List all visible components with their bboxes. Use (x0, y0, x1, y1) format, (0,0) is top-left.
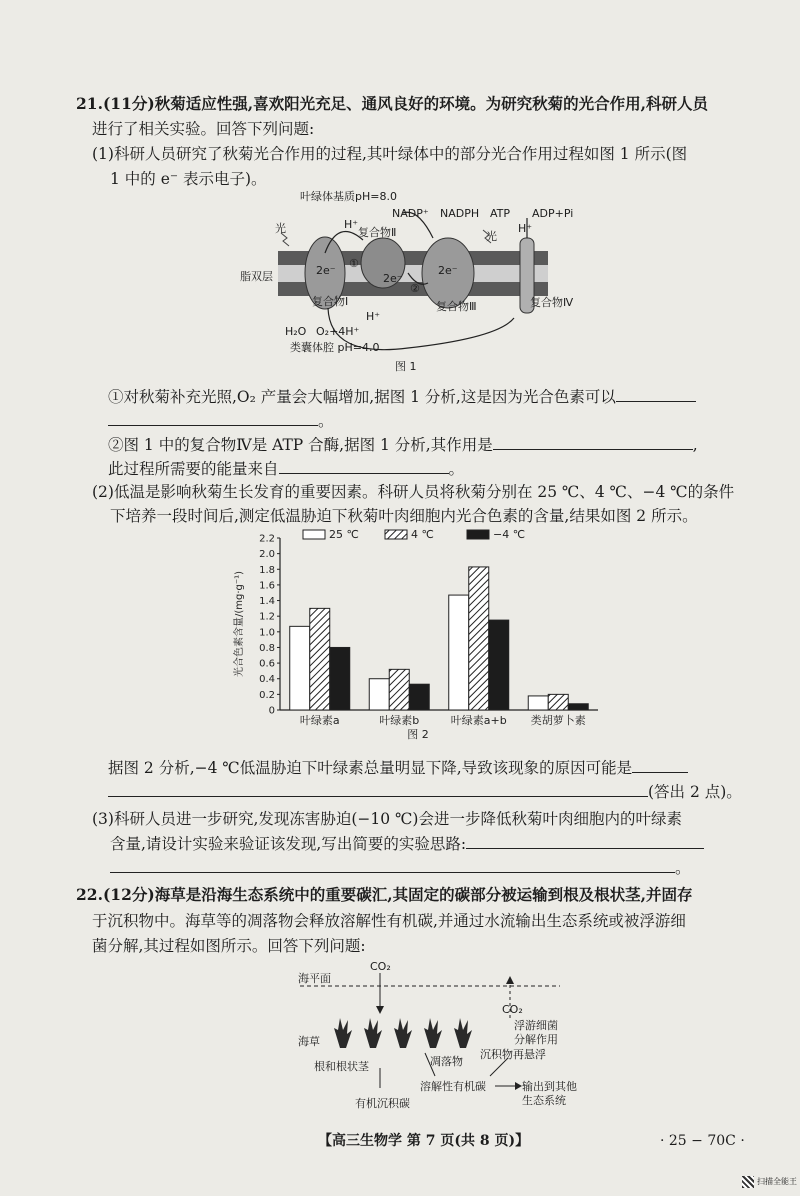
bacteria-label-1: 浮游细菌 (514, 1019, 558, 1032)
seagrass-label: 海草 (298, 1035, 320, 1048)
scanner-label: 扫描全能王 (757, 1177, 797, 1186)
h-right-label: H⁺ (518, 222, 533, 235)
scanner-watermark (742, 1176, 796, 1190)
y-tick-label: 0.6 (259, 658, 275, 670)
atp-label: ATP (490, 207, 511, 220)
q22-line3: 菌分解,其过程如图所示。回答下列问题: (92, 937, 366, 955)
legend-label: 4 ℃ (411, 528, 434, 541)
h2o-label: H₂O (285, 325, 307, 338)
nadp-label: NADP⁺ (392, 207, 429, 220)
q21-sub1-end: 。 (318, 412, 334, 430)
bar (489, 620, 509, 710)
figure-2-chart (228, 528, 608, 748)
seagrass-plant-icon (334, 1018, 352, 1048)
q21-sub1-cont (108, 409, 334, 432)
lumen-label: 类囊体腔 pH=4.0 (290, 341, 380, 354)
o2-label: O₂+4H⁺ (316, 325, 360, 338)
footer-code: · 25 − 70C · (660, 1133, 745, 1149)
co2-down-arrowhead (376, 1006, 384, 1014)
complex-2-label: 复合物Ⅱ (358, 226, 397, 239)
export-label-1: 输出到其他 (522, 1080, 577, 1093)
q21-part2-question (108, 756, 688, 779)
y-tick-label: 1.8 (259, 564, 275, 576)
bar (568, 704, 588, 710)
bar (449, 595, 469, 710)
legend-swatch (385, 530, 407, 539)
legend-label: −4 ℃ (493, 528, 526, 541)
q21-part2-question-text: 据图 2 分析,−4 ℃低温胁迫下叶绿素总量明显下降,导致该现象的原因可能是 (108, 759, 633, 777)
q21-line2: 进行了相关实验。回答下列问题: (92, 120, 315, 138)
electron-label-2: 2e⁻ (383, 272, 403, 285)
y-tick-label: 0.8 (259, 642, 275, 654)
y-tick-label: 1.0 (259, 627, 275, 639)
light-label-2: 光 (486, 230, 497, 243)
answer-blank-4b[interactable] (108, 780, 648, 797)
co2-right-label: CO₂ (502, 1003, 523, 1016)
x-category-label: 叶绿素b (379, 714, 420, 727)
footer-page-info: 【高三生物学 第 7 页(共 8 页)】 (318, 1133, 530, 1149)
export-arrowhead (515, 1082, 522, 1090)
q21-sub2-comma: , (692, 436, 698, 454)
answer-blank-2[interactable] (493, 433, 693, 450)
sediment-label: 有机沉积碳 (355, 1097, 410, 1110)
x-category-label: 类胡萝卜素 (530, 714, 586, 727)
circle-1-label: ① (349, 257, 359, 270)
figure-1-caption: 图 1 (395, 360, 417, 373)
h-top-label: H⁺ (344, 218, 359, 231)
bar (290, 626, 310, 710)
sea-level-label: 海平面 (298, 972, 331, 985)
seagrass-plants (334, 1018, 472, 1048)
answer-blank-1b[interactable] (108, 409, 318, 426)
seagrass-plant-icon (454, 1018, 472, 1048)
figure-2-caption: 图 2 (407, 728, 429, 741)
co2-up-arrowhead (506, 976, 514, 984)
seagrass-plant-icon (424, 1018, 442, 1048)
complex-1-label: 复合物Ⅰ (312, 295, 349, 308)
light-label-1: 光 (275, 222, 286, 235)
q21-part2-line1: (2)低温是影响秋菊生长发育的重要因素。科研人员将秋菊分别在 25 ℃、4 ℃、−4 ℃的条件 (92, 483, 735, 501)
adp-label: ADP+Pi (532, 207, 574, 220)
q21-part3-line2 (110, 832, 704, 855)
q21-line1: 21.(11分)秋菊适应性强,喜欢阳光充足、通风良好的环境。为研究秋菊的光合作用,科研人员 (76, 94, 708, 113)
bar (469, 567, 489, 710)
answer-blank-5b[interactable] (110, 856, 675, 873)
electron-label-1: 2e⁻ (316, 264, 336, 277)
complex-3-label: 复合物Ⅲ (436, 300, 477, 313)
q21-sub2-cont (108, 457, 464, 480)
circle-2-label: ② (410, 282, 420, 295)
q21-part3-text: 含量,请设计实验来验证该发现,写出简要的实验思路: (110, 835, 467, 853)
q21-part3-end: 。 (675, 859, 691, 877)
lipid-label: 脂双层 (240, 270, 273, 283)
q21-part3-line3 (110, 856, 691, 879)
electron-label-3: 2e⁻ (438, 264, 458, 277)
seagrass-plant-icon (394, 1018, 412, 1048)
q22-line2: 于沉积物中。海草等的凋落物会释放溶解性有机碳,并通过水流输出生态系统或被浮游细 (92, 912, 686, 930)
q21-part3-line1: (3)科研人员进一步研究,发现冻害胁迫(−10 ℃)会进一步降低秋菊叶肉细胞内的叶绿素 (92, 810, 682, 828)
y-axis-label: 光合色素含量/(mg·g⁻¹) (234, 570, 245, 678)
y-tick-label: 1.4 (259, 596, 275, 608)
y-tick-label: 1.6 (259, 580, 275, 592)
bar (330, 647, 350, 710)
seagrass-plant-icon (364, 1018, 382, 1048)
complex-4-label: 复合物Ⅳ (530, 296, 574, 309)
q22-line1: 22.(12分)海草是沿海生态系统中的重要碳汇,其固定的碳部分被运输到根及根状茎,并固存 (76, 885, 693, 904)
bar (310, 608, 330, 710)
y-tick-label: 2.2 (259, 533, 275, 545)
q21-sub2b-end: 。 (448, 460, 465, 478)
answer-blank-5[interactable] (466, 832, 704, 849)
nadph-label: NADPH (440, 207, 480, 220)
q21-sub2 (108, 433, 698, 456)
resuspension-label: 沉积物再悬浮 (480, 1048, 546, 1061)
q21-sub2b-text: 此过程所需要的能量来自 (108, 460, 279, 478)
bacteria-label-2: 分解作用 (514, 1033, 558, 1046)
y-tick-label: 1.2 (259, 611, 275, 623)
export-label-2: 生态系统 (522, 1094, 566, 1107)
doc-label: 溶解性有机碳 (420, 1080, 486, 1093)
q21-part2-question-cont (108, 780, 742, 803)
q21-sub1 (108, 385, 696, 408)
bar (389, 669, 409, 710)
legend-label: 25 ℃ (329, 528, 359, 541)
answer-blank-1[interactable] (616, 385, 696, 402)
y-tick-label: 0.2 (259, 689, 275, 701)
roots-label: 根和根状茎 (314, 1060, 369, 1073)
co2-top-label: CO₂ (370, 960, 391, 973)
y-tick-label: 2.0 (259, 549, 275, 561)
bar (528, 696, 548, 710)
bar (369, 679, 389, 710)
q21-part2-line2: 下培养一段时间后,测定低温胁迫下秋菊叶肉细胞内光合色素的含量,结果如图 2 所示。 (110, 507, 698, 525)
q21-part2-note: (答出 2 点)。 (648, 783, 742, 801)
q21-sub2-text: ②图 1 中的复合物Ⅳ是 ATP 合酶,据图 1 分析,其作用是 (108, 436, 493, 454)
legend-swatch (467, 530, 489, 539)
qr-icon (742, 1176, 754, 1188)
q21-sub1-text: ①对秋菊补充光照,O₂ 产量会大幅增加,据图 1 分析,这是因为光合色素可以 (108, 388, 616, 406)
bar (548, 694, 568, 710)
y-tick-label: 0 (268, 705, 275, 717)
bar (409, 684, 429, 710)
y-tick-label: 0.4 (259, 674, 275, 686)
stroma-label: 叶绿体基质pH=8.0 (300, 190, 397, 203)
q21-part1-line2: 1 中的 e⁻ 表示电子)。 (110, 170, 267, 188)
h-bottom-label: H⁺ (366, 310, 381, 323)
answer-blank-3[interactable] (279, 457, 449, 474)
x-category-label: 叶绿素a+b (450, 714, 507, 727)
litter-label: 凋落物 (430, 1055, 463, 1068)
legend-swatch (303, 530, 325, 539)
q21-part1-line1: (1)科研人员研究了秋菊光合作用的过程,其叶绿体中的部分光合作用过程如图 1 所示(图 (92, 145, 688, 163)
answer-blank-4[interactable] (632, 756, 688, 773)
x-category-label: 叶绿素a (299, 714, 340, 727)
